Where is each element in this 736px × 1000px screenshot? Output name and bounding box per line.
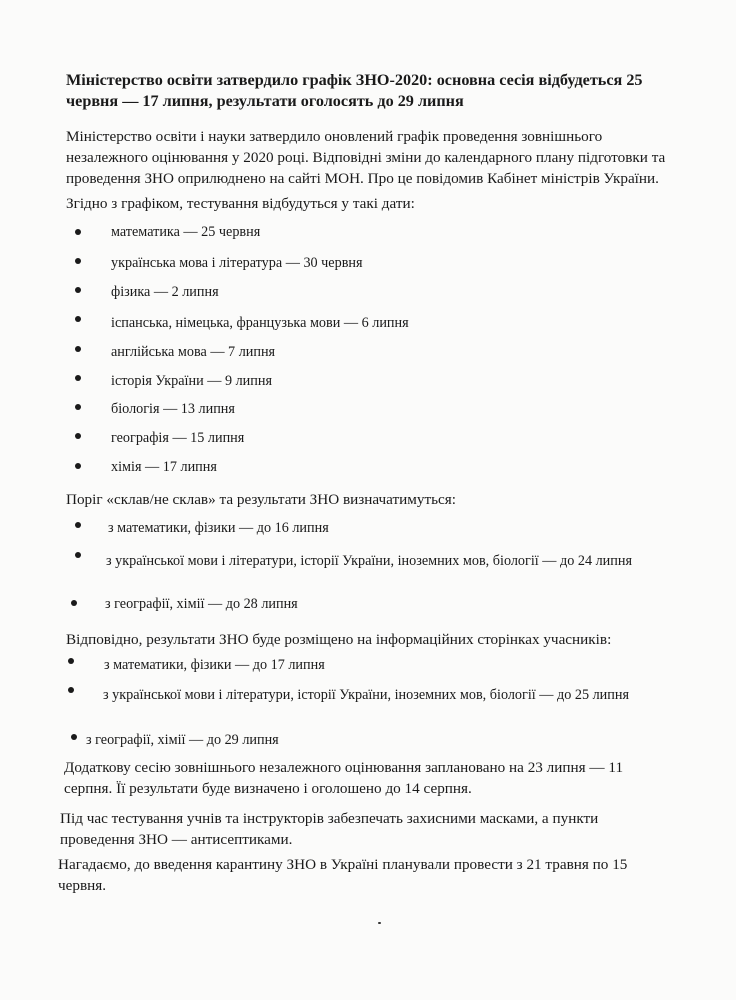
list-item: з української мови і літератури, історії України, іноземних мов, біології — до 24 липня xyxy=(106,553,632,569)
list-item: географія — 15 липня xyxy=(111,430,245,446)
list-item: іспанська, німецька, французька мови — 6 липня xyxy=(111,315,409,331)
list-item: українська мова і література — 30 червня xyxy=(111,255,363,271)
bullet-icon xyxy=(68,658,74,664)
bullet-icon xyxy=(71,734,77,740)
bullet-icon xyxy=(75,404,81,410)
scan-speck xyxy=(378,922,381,924)
reminder-paragraph: Нагадаємо, до введення карантину ЗНО в Україні планували провести з 21 травня по 15 червня. xyxy=(58,856,628,894)
list-item: англійська мова — 7 липня xyxy=(111,344,276,360)
bullet-icon xyxy=(75,375,81,381)
bullet-icon xyxy=(75,552,81,558)
bullet-icon xyxy=(75,463,81,469)
bullet-icon xyxy=(75,287,81,293)
bullet-icon xyxy=(71,600,77,606)
bullet-icon xyxy=(75,522,81,528)
list-item: математика — 25 червня xyxy=(111,224,261,240)
bullet-icon xyxy=(75,258,81,264)
list-item: з математики, фізики — до 17 липня xyxy=(104,657,325,673)
safety-paragraph: Під час тестування учнів та інструкторів забезпечать захисними масками, а пункти проведення ЗНО — антисептиками. xyxy=(60,810,599,848)
results-intro: Відповідно, результати ЗНО буде розміщено на інформаційних сторінках учасників: xyxy=(66,631,612,648)
list-item: хімія — 17 липня xyxy=(111,459,217,475)
threshold-intro: Поріг «склав/не склав» та результати ЗНО визначатимуться: xyxy=(66,491,457,508)
bullet-icon xyxy=(75,433,81,439)
bullet-icon xyxy=(75,346,81,352)
article-title: Міністерство освіти затвердило графік ЗНО-2020: основна сесія відбудеться 25 червня — 17 липня, результати оголосять до 29 липня xyxy=(66,71,643,110)
list-item: біологія — 13 липня xyxy=(111,401,235,417)
list-item: з математики, фізики — до 16 липня xyxy=(108,520,329,536)
list-item: фізика — 2 липня xyxy=(111,284,219,300)
intro-paragraph: Міністерство освіти і науки затвердило оновлений графік проведення зовнішнього незалежного оцінювання у 2020 році. Відповідні зміни до календарного плану підготовки та проведення ЗНО оприлюднено на сайті МОН. Про це повідомив Кабінет міністрів України. xyxy=(66,128,666,187)
bullet-icon xyxy=(75,316,81,322)
bullet-icon xyxy=(68,687,74,693)
extra-session-paragraph: Додаткову сесію зовнішнього незалежного оцінювання заплановано на 23 липня — 11 серпня. Її результати буде визначено і оголошено до 14 серпня. xyxy=(64,759,624,797)
list-item: з географії, хімії — до 28 липня xyxy=(105,596,298,612)
list-item: історія України — 9 липня xyxy=(111,373,272,389)
schedule-intro: Згідно з графіком, тестування відбудуться у такі дати: xyxy=(66,195,415,212)
list-item: з географії, хімії — до 29 липня xyxy=(86,732,279,748)
list-item: з української мови і літератури, історії України, іноземних мов, біології — до 25 липня xyxy=(103,687,629,703)
bullet-icon xyxy=(75,229,81,235)
